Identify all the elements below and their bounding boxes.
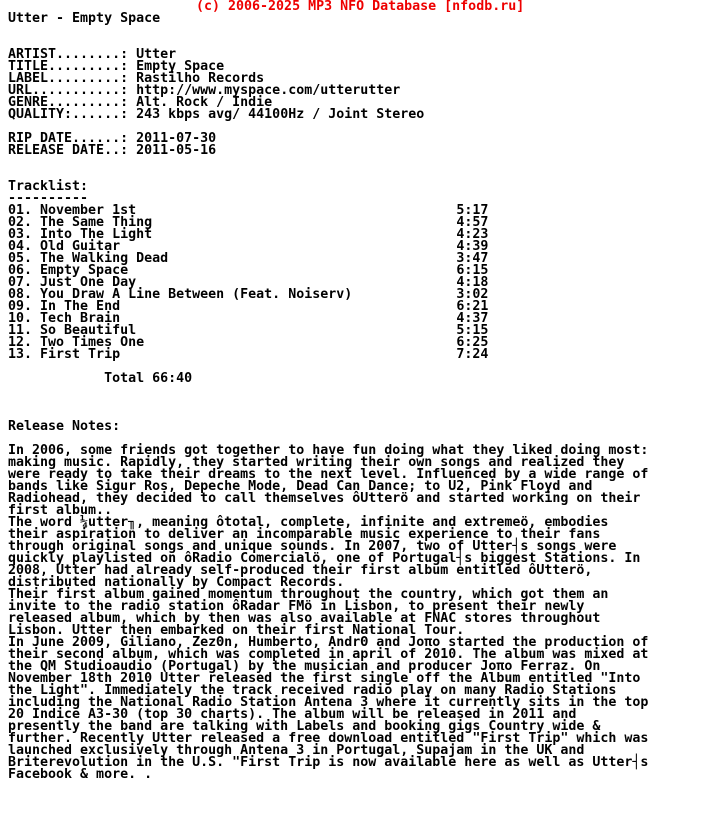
release-notes-text: further. Recently Utter released a free download entitled "First Trip" which was <box>8 731 649 746</box>
release-notes-text: bands like Sigur Ros, Depeche Mode, Dead Can Dance; to U2, Pink Floyd and <box>8 479 593 494</box>
track-title: 05. The Walking Dead <box>8 251 457 266</box>
track-title: 02. The Same Thing <box>8 215 457 230</box>
release-notes-text: through original songs and unique sounds. In 2007, two of Utter┤s songs were <box>8 539 617 554</box>
release-notes-text: Lisbon. Utter then embarked on their first National Tour. <box>8 623 465 638</box>
release-notes-line <box>8 769 728 781</box>
copyright-link[interactable]: (c) 2006-2025 MP3 NFO Database [nfodb.ru] <box>196 0 525 14</box>
release-notes-text: 2008, Utter had already self-produced their first album entitled ôUtterö, <box>8 563 593 578</box>
release-title: Utter - Empty Space <box>8 11 161 26</box>
metadata-value: http://www.myspace.com/utterutter <box>136 83 401 98</box>
track-time: 6:15 <box>456 263 489 278</box>
release-notes-text: In 2006, some friends got together to have fun doing what they liked doing most: <box>8 443 649 458</box>
track-time: 6:25 <box>456 335 489 350</box>
tracklist-rows <box>8 205 728 361</box>
release-notes-text: The word ¼utter╖, meaning ôtotal, complete, infinite and extremeö, embodies <box>8 515 609 530</box>
track-title: 10. Tech Brain <box>8 311 457 326</box>
metadata-label: GENRE.........: <box>8 95 137 110</box>
release-notes-text: 20 Indice A3-30 (top 30 charts). The album will be released in 2011 and <box>8 707 577 722</box>
release-notes-line <box>8 493 728 505</box>
track-title: 11. So Beautiful <box>8 323 457 338</box>
release-notes-text: Briterevolution in the U.S. "First Trip is now available here as well as Utter┤s <box>8 755 649 770</box>
metadata-label: LABEL.........: <box>8 71 137 86</box>
metadata-value: Utter <box>136 47 177 62</box>
release-notes-text: Facebook & more. . <box>8 767 153 782</box>
track-time: 7:24 <box>456 347 489 362</box>
track-title: 08. You Draw A Line Between (Feat. Noiserv) <box>8 287 457 302</box>
track-row <box>8 349 728 361</box>
metadata-row <box>8 109 728 121</box>
tracklist-section <box>8 181 728 385</box>
metadata-label: TITLE.........: <box>8 59 137 74</box>
track-title: 13. First Trip <box>8 347 457 362</box>
metadata-value: 2011-07-30 <box>136 131 217 146</box>
metadata-label: RIP DATE......: <box>8 131 137 146</box>
tracklist-total <box>8 373 728 385</box>
dates-block <box>8 133 728 157</box>
release-notes-body <box>8 445 728 781</box>
release-notes-text: the Light". Immediately the track received radio play on many Radio Stations <box>8 683 617 698</box>
track-title: 03. Into The Light <box>8 227 457 242</box>
tracklist-heading: Tracklist: <box>8 179 89 194</box>
tracklist-underline: ---------- <box>8 191 89 206</box>
release-notes-section <box>8 421 728 781</box>
metadata-label: URL...........: <box>8 83 137 98</box>
release-notes-text: their aspiration to deliver an incomparable music experience to their fans <box>8 527 601 542</box>
track-time: 5:17 <box>456 203 489 218</box>
track-time: 5:15 <box>456 323 489 338</box>
release-notes-text: invite to the radio station ôRadar FMö in Lisbon, to present their newly <box>8 599 585 614</box>
metadata-value: Empty Space <box>136 59 225 74</box>
track-title: 01. November 1st <box>8 203 457 218</box>
track-time: 4:57 <box>456 215 489 230</box>
release-notes-text: their second album, which was completed in april of 2010. The album was mixed at <box>8 647 649 662</box>
release-notes-text: including the National Radio Station Antena 3 where it currently sits in the top <box>8 695 649 710</box>
release-notes-text: Radiohead, they decided to call themselves ôUtterö and started working on their <box>8 491 641 506</box>
release-notes-text: In June 2009, Giliano, ZezΘn, Humberto, AndrΘ and Joπo started the production of <box>8 635 649 650</box>
track-time: 4:18 <box>456 275 489 290</box>
metadata-block <box>8 49 728 121</box>
release-notes-text: quickly playlisted on ôRadio Comercialö, one of Portugal┤s biggest Stations. In <box>8 551 641 566</box>
track-title: 07. Just One Day <box>8 275 457 290</box>
release-notes-text: were ready to take their dreams to the next level. Influenced by a wide range of <box>8 467 649 482</box>
track-title: 04. Old Guitar <box>8 239 457 254</box>
track-time: 4:23 <box>456 227 489 242</box>
track-time: 4:39 <box>456 239 489 254</box>
metadata-value: 243 kbps avg/ 44100Hz / Joint Stereo <box>136 107 425 122</box>
metadata-value: Rastilho Records <box>136 71 265 86</box>
release-notes-text: November 18th 2010 Utter released the first single off the Album entitled "Into <box>8 671 641 686</box>
track-title: 06. Empty Space <box>8 263 457 278</box>
track-time: 6:21 <box>456 299 489 314</box>
track-title: 12. Two Times One <box>8 335 457 350</box>
metadata-label: QUALITY:......: <box>8 107 137 122</box>
release-notes-heading: Release Notes: <box>8 419 121 434</box>
release-notes-text: Their first album gained momentum throughout the country, which got them an <box>8 587 609 602</box>
total-duration: Total 66:40 <box>8 371 193 386</box>
track-time: 4:37 <box>456 311 489 326</box>
release-notes-text: released album, which by then was also available at FNAC stores throughout <box>8 611 601 626</box>
metadata-label: RELEASE DATE..: <box>8 143 137 158</box>
release-notes-text: distributed nationally by Compact Records. <box>8 575 345 590</box>
track-title: 09. In The End <box>8 299 457 314</box>
metadata-row <box>8 145 728 157</box>
metadata-value: Alt. Rock / Indie <box>136 95 273 110</box>
release-notes-text: making music. Rapidly, they started writing their own songs and realized they <box>8 455 625 470</box>
release-notes-text: the QM Studioaudio (Portugal) by the musician and producer Joπo Ferraz. On <box>8 659 601 674</box>
metadata-label: ARTIST........: <box>8 47 137 62</box>
metadata-value: 2011-05-16 <box>136 143 217 158</box>
track-time: 3:02 <box>456 287 489 302</box>
release-notes-text: presently the band are talking with Labels and booking gigs Country wide & <box>8 719 601 734</box>
release-notes-text: launched exclusively through Antena 3 in Portugal, Supajam in the UK and <box>8 743 585 758</box>
track-time: 3:47 <box>456 251 489 266</box>
release-notes-text: first album.. <box>8 503 113 518</box>
